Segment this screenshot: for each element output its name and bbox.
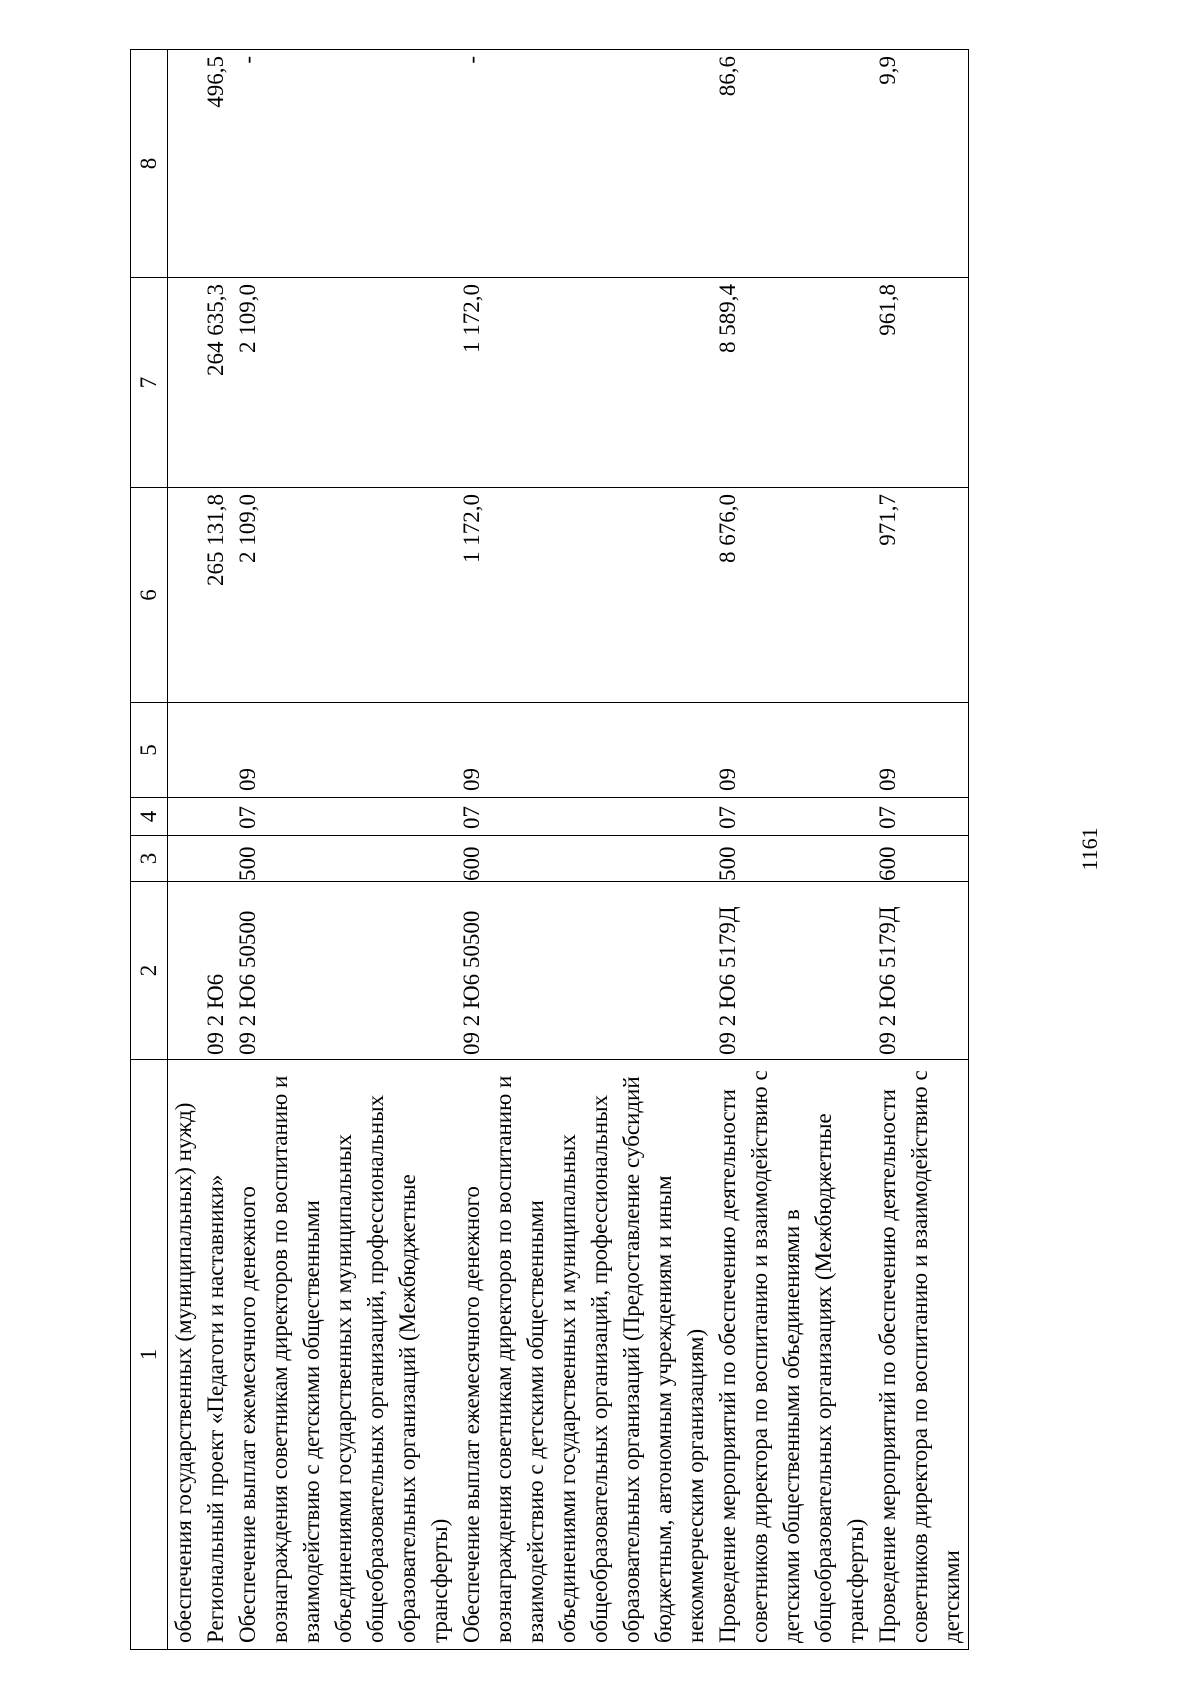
row-target-code: 09 2 Ю6 5179Д: [712, 882, 872, 1060]
row-expense-type: 600: [456, 836, 712, 882]
table-row: [872, 50, 969, 1650]
row-value-8: -: [232, 50, 456, 278]
row-target-code: 09 2 Ю6 50500: [456, 882, 712, 1060]
row-expense-type: 500: [232, 836, 456, 882]
column-header-4: 4: [131, 798, 168, 836]
column-header-8: 8: [131, 50, 168, 278]
row-target-code: 09 2 Ю6: [200, 882, 232, 1060]
column-header-6: 6: [131, 488, 168, 703]
column-header-3: 3: [131, 836, 168, 882]
table-row: [712, 50, 872, 1650]
table-row: [456, 50, 712, 1650]
row-value-6: 265 131,8: [200, 488, 232, 703]
row-value-7: 264 635,3: [200, 278, 232, 488]
page-number: 1161: [1077, 827, 1102, 871]
row-value-8: -: [456, 50, 712, 278]
row-expense-type: [168, 836, 201, 882]
column-header-2: 2: [131, 882, 168, 1060]
table-row: [168, 50, 201, 1650]
table-row: [232, 50, 456, 1650]
row-expense-type: 600: [872, 836, 969, 882]
row-value-7: 2 109,0: [232, 278, 456, 488]
row-target-code: 09 2 Ю6 50500: [232, 882, 456, 1060]
row-section: 07: [872, 798, 969, 836]
budget-table-container: [130, 50, 1160, 1650]
budget-table: [130, 49, 969, 1650]
row-subsection: 09: [232, 703, 456, 798]
row-value-6: 1 172,0: [456, 488, 712, 703]
row-value-7: [168, 278, 201, 488]
row-expense-type: 500: [712, 836, 872, 882]
row-section: 07: [456, 798, 712, 836]
row-name: Проведение мероприятий по обеспечению деятельности советников директора по воспитанию и взаимодействию с детскими: [872, 1060, 969, 1650]
row-value-6: 2 109,0: [232, 488, 456, 703]
row-subsection: [168, 703, 201, 798]
column-header-1: 1: [131, 1060, 168, 1650]
row-subsection: 09: [872, 703, 969, 798]
row-value-8: 9,9: [872, 50, 969, 278]
row-subsection: 09: [456, 703, 712, 798]
row-value-8: [168, 50, 201, 278]
row-value-6: 8 676,0: [712, 488, 872, 703]
row-section: [200, 798, 232, 836]
row-name: Обеспечение выплат ежемесячного денежного вознаграждения советникам директоров по воспитанию и взаимодействию с детскими общественными объединениями государственных и муниципальных общеобразовательных организаций, профессиональных образовательных организаций (Предоставление субсидий бюджетным, автономным учреждениям и иным некоммерческим организациям): [456, 1060, 712, 1650]
row-value-6: [168, 488, 201, 703]
row-value-8: 496,5: [200, 50, 232, 278]
row-target-code: [168, 882, 201, 1060]
row-name: Региональный проект «Педагоги и наставники»: [200, 1060, 232, 1650]
row-target-code: 09 2 Ю6 5179Д: [872, 882, 969, 1060]
table-header-row: [131, 50, 168, 1650]
row-section: 07: [232, 798, 456, 836]
row-value-7: 1 172,0: [456, 278, 712, 488]
row-value-8: 86,6: [712, 50, 872, 278]
row-expense-type: [200, 836, 232, 882]
row-value-7: 8 589,4: [712, 278, 872, 488]
table-row: [200, 50, 232, 1650]
column-header-7: 7: [131, 278, 168, 488]
row-subsection: 09: [712, 703, 872, 798]
row-value-7: 961,8: [872, 278, 969, 488]
row-name: обеспечения государственных (муниципальных) нужд): [168, 1060, 201, 1650]
row-section: [168, 798, 201, 836]
column-header-5: 5: [131, 703, 168, 798]
row-subsection: [200, 703, 232, 798]
row-name: Обеспечение выплат ежемесячного денежного вознаграждения советникам директоров по воспитанию и взаимодействию с детскими общественными объединениями государственных и муниципальных общеобразовательных организаций, профессиональных образовательных организаций (Межбюджетные трансферты): [232, 1060, 456, 1650]
row-name: Проведение мероприятий по обеспечению деятельности советников директора по воспитанию и взаимодействию с детскими общественными объединениями в общеобразовательных организациях (Межбюджетные трансферты): [712, 1060, 872, 1650]
row-section: 07: [712, 798, 872, 836]
row-value-6: 971,7: [872, 488, 969, 703]
